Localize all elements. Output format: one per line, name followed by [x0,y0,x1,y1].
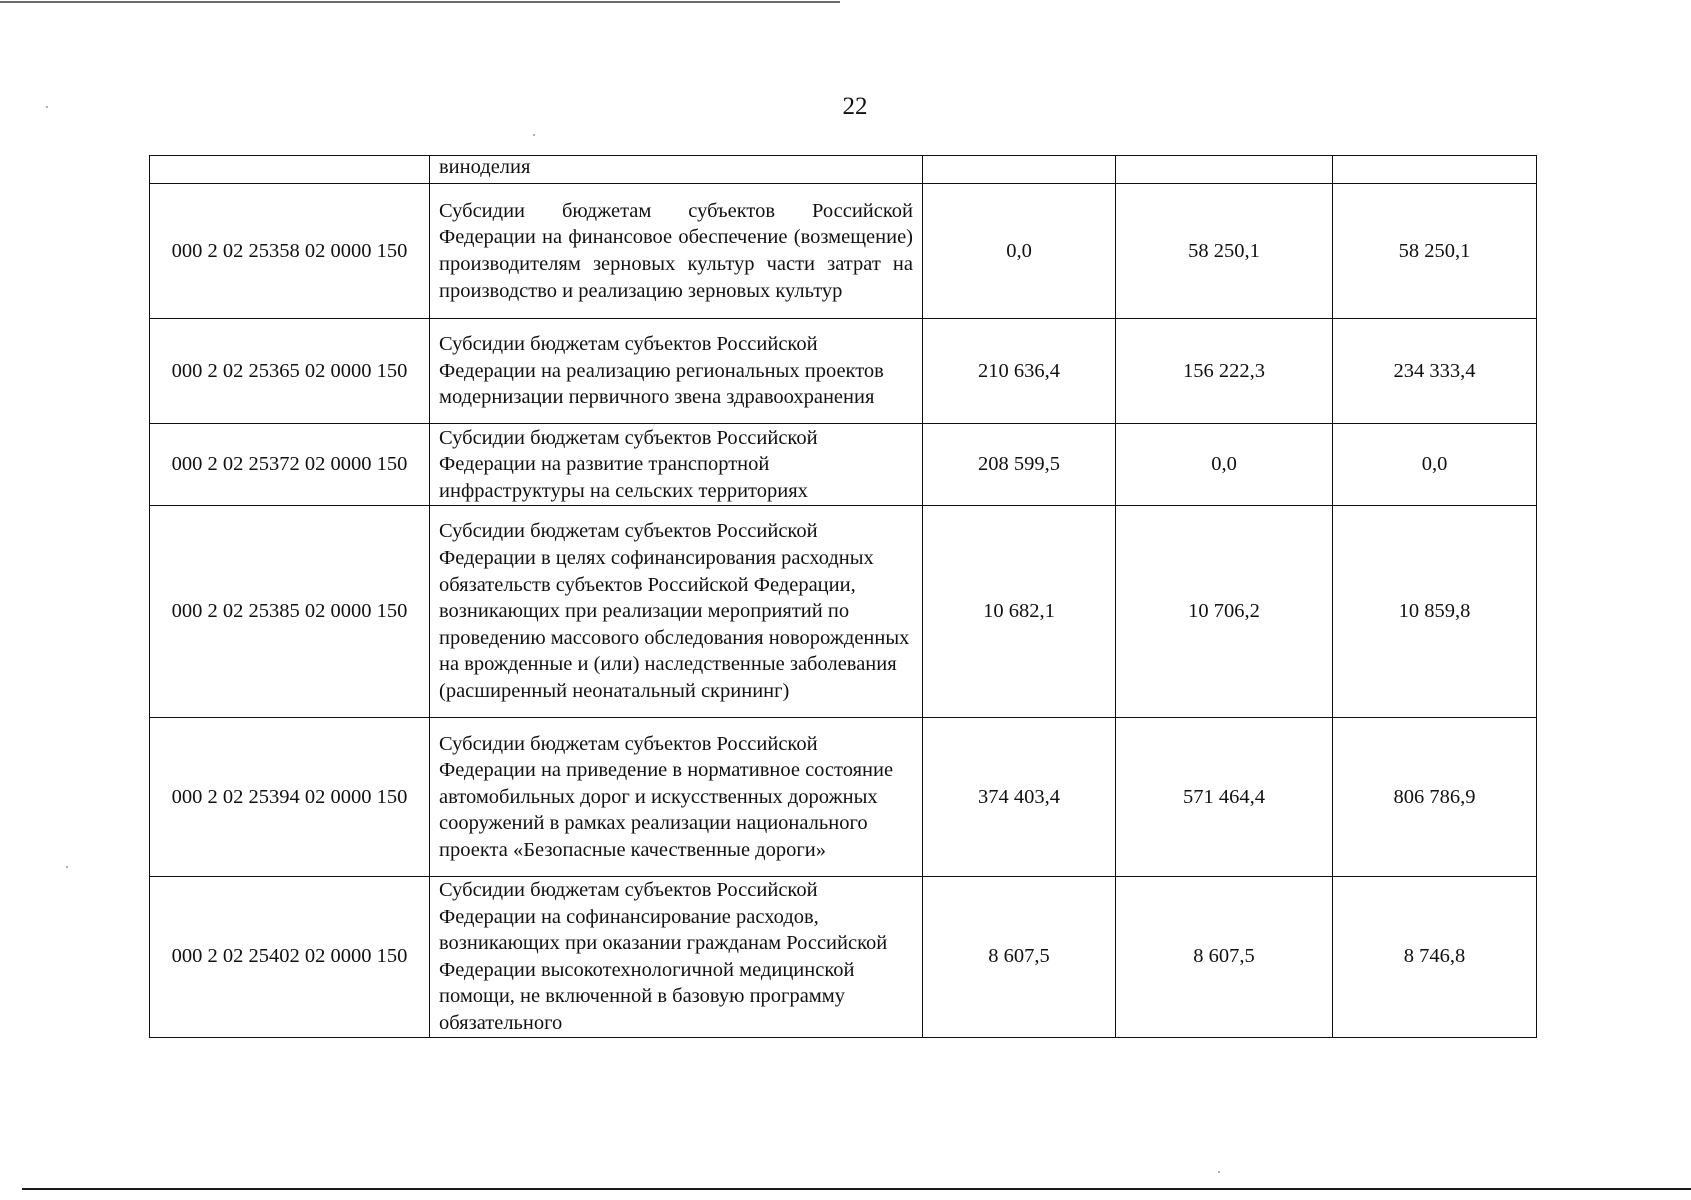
amount-year-2 [1116,156,1333,184]
revenue-description: Субсидии бюджетам субъектов Российской Федерации на финансовое обеспечение (возмещение) производителям зерновых культур части затрат на производство и реализацию зерновых культур [430,184,923,319]
scan-speck [1218,1171,1220,1173]
revenue-description: Субсидии бюджетам субъектов Российской Федерации на софинансирование расходов, возникающих при оказании гражданам Российской Федерации высокотехнологичной медицинской помощи, не включенной в базовую программу обязательного [430,877,923,1038]
revenue-description: виноделия [430,156,923,184]
scan-speck [46,106,48,108]
scan-speck [533,134,535,136]
amount-year-3: 58 250,1 [1333,184,1537,319]
table-row [150,424,1537,506]
amount-year-3 [1333,156,1537,184]
amount-year-3: 8 746,8 [1333,877,1537,1038]
revenue-description: Субсидии бюджетам субъектов Российской Федерации на приведение в нормативное состояние автомобильных дорог и искусственных дорожных сооружений в рамках реализации национального проекта «Безопасные качественные дороги» [430,718,923,877]
table-row [150,319,1537,424]
budget-classification-code: 000 2 02 25394 02 0000 150 [150,718,430,877]
revenue-description: Субсидии бюджетам субъектов Российской Федерации на реализацию региональных проектов модернизации первичного звена здравоохранения [430,319,923,424]
table-row [150,506,1537,718]
amount-year-3: 234 333,4 [1333,319,1537,424]
revenue-description: Субсидии бюджетам субъектов Российской Федерации в целях софинансирования расходных обязательств субъектов Российской Федерации, возникающих при реализации мероприятий по проведению массового обследования новорожденных на врожденные и (или) наследственные заболевания (расширенный неонатальный скрининг) [430,506,923,718]
amount-year-2: 0,0 [1116,424,1333,506]
budget-classification-code: 000 2 02 25372 02 0000 150 [150,424,430,506]
amount-year-1: 0,0 [923,184,1116,319]
scan-speck [66,866,68,868]
amount-year-2: 156 222,3 [1116,319,1333,424]
amount-year-2: 58 250,1 [1116,184,1333,319]
budget-classification-code: 000 2 02 25385 02 0000 150 [150,506,430,718]
amount-year-2: 8 607,5 [1116,877,1333,1038]
amount-year-1: 208 599,5 [923,424,1116,506]
amount-year-1: 10 682,1 [923,506,1116,718]
budget-classification-code [150,156,430,184]
page-number: 22 [842,93,868,120]
bottom-edge-rule [22,1188,1691,1190]
top-edge-rule [0,1,840,3]
revenue-description: Субсидии бюджетам субъектов Российской Федерации на развитие транспортной инфраструктуры на сельских территориях [430,424,923,506]
budget-classification-code: 000 2 02 25365 02 0000 150 [150,319,430,424]
amount-year-3: 10 859,8 [1333,506,1537,718]
amount-year-1 [923,156,1116,184]
table-row [150,156,1537,184]
budget-classification-code: 000 2 02 25402 02 0000 150 [150,877,430,1038]
budget-revenue-table [149,155,1537,1038]
amount-year-1: 374 403,4 [923,718,1116,877]
amount-year-1: 210 636,4 [923,319,1116,424]
table-row [150,877,1537,1038]
budget-classification-code: 000 2 02 25358 02 0000 150 [150,184,430,319]
amount-year-2: 10 706,2 [1116,506,1333,718]
table-row [150,718,1537,877]
amount-year-3: 0,0 [1333,424,1537,506]
amount-year-2: 571 464,4 [1116,718,1333,877]
amount-year-1: 8 607,5 [923,877,1116,1038]
amount-year-3: 806 786,9 [1333,718,1537,877]
table-row [150,184,1537,319]
